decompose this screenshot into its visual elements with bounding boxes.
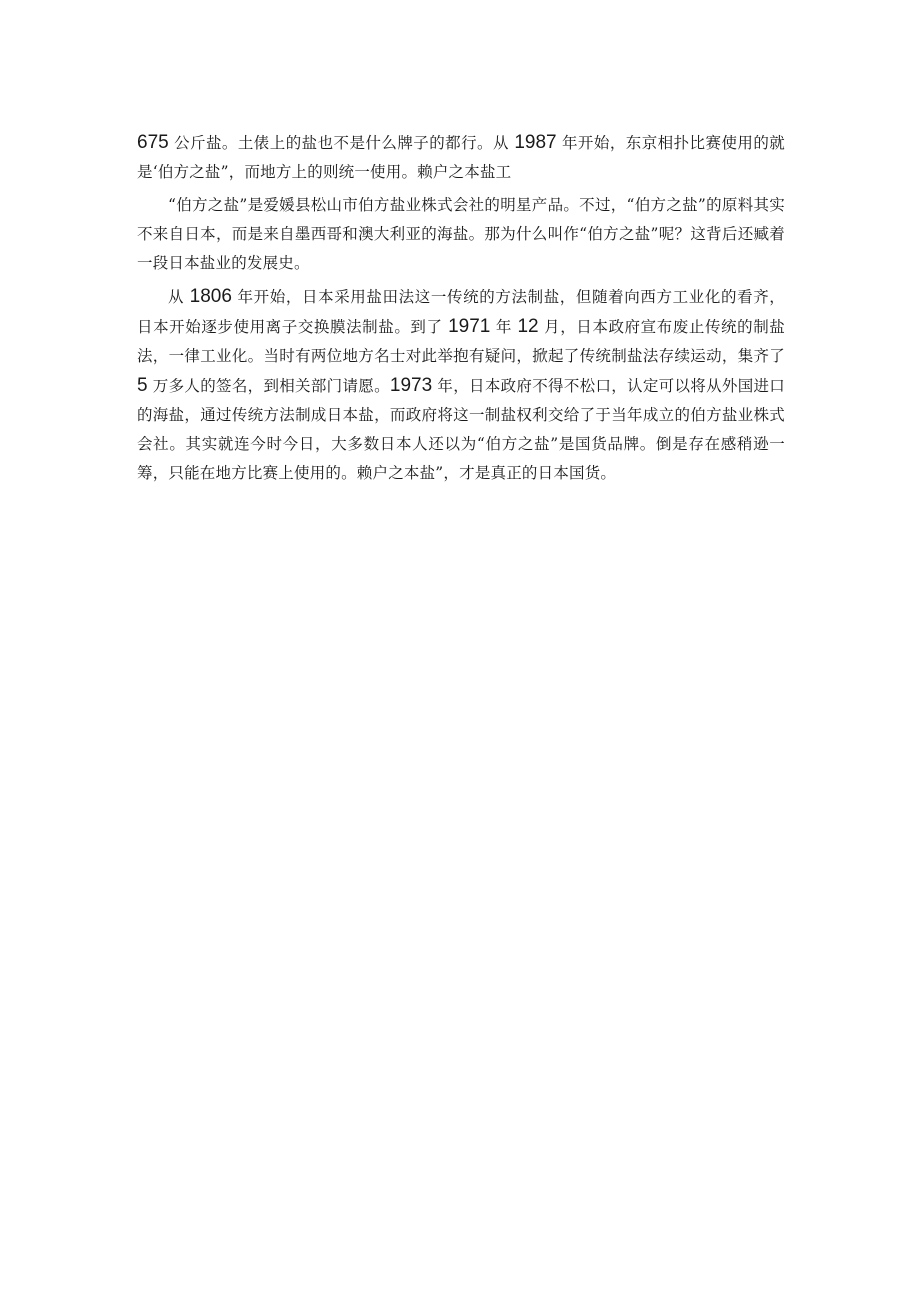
document-body bbox=[137, 128, 791, 492]
number-text: 1971 bbox=[448, 316, 491, 337]
paragraph-text: 年 bbox=[490, 318, 518, 336]
number-text: 1973 bbox=[389, 375, 433, 396]
number-text: 12 bbox=[517, 316, 539, 337]
paragraph-text: 年，日本政府不得不松口，认定可以将从外国进口的海盐，通过传统方法制成日本盐，而政府将这一制盐权利交给了于当年成立的伯方盐业株式会社。其实就连今时今日，大多数日本人还以为“伯方之盐”是国货品牌。倒是存在感稍逊一筹，只能在地方比赛上使用的。赖户之本盐”，才是真正的日本国货。 bbox=[137, 377, 785, 482]
paragraph-text: 从 bbox=[168, 288, 190, 306]
paragraph-text: 万多人的签名，到相关部门请愿。 bbox=[147, 377, 390, 395]
number-text: 1806 bbox=[189, 286, 232, 307]
number-text: 5 bbox=[137, 375, 148, 396]
paragraph-text: 年开始，日本采用盐田法这一传统的方法制盐，但随着向西方工业化的看齐，日本开始逐步使用离子交换膜法制盐。到了 bbox=[137, 288, 786, 336]
paragraph-text: 月，日本政府宣布废止传统的制盐法，一律工业化。当时有两位地方名士对此举抱有疑问，掀起了传统制盐法存续运动，集齐了 bbox=[137, 318, 791, 365]
number-text: 1987 bbox=[514, 132, 557, 153]
paragraph-3 bbox=[137, 282, 791, 488]
paragraph-text: 公斤盐。土俵上的盐也不是什么牌子的都行。从 bbox=[168, 134, 515, 152]
paragraph-1 bbox=[137, 128, 785, 187]
paragraph-2 bbox=[137, 191, 785, 278]
number-text: 675 bbox=[137, 132, 169, 153]
paragraph-text: 年开始，东京相扑比赛使用的就是‘伯方之盐”，而地方上的则统一使用。赖户之本盐工 bbox=[137, 134, 785, 181]
paragraph-text: “伯方之盐”是爱媛县松山市伯方盐业株式会社的明星产品。不过，“伯方之盐”的原料其实不来自日本，而是来自墨西哥和澳大利亚的海盐。那为什么叫作“伯方之盐”呢？这背后还臧着一段日本盐业的发展史。 bbox=[137, 196, 785, 272]
